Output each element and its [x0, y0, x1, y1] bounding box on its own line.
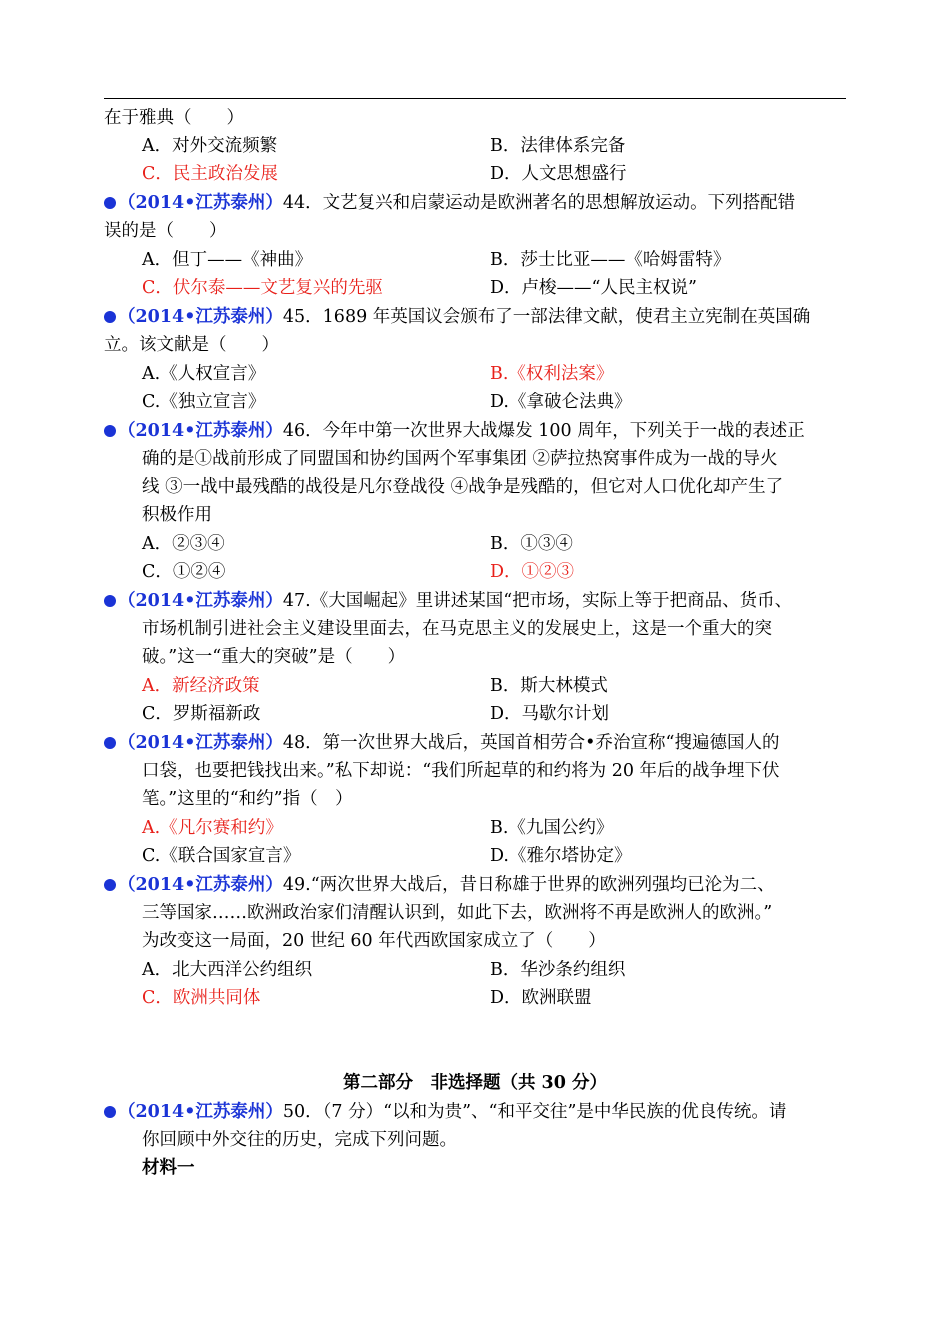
material-label: 材料一: [142, 1158, 195, 1178]
source-tag: （2014•江苏泰州）: [118, 875, 283, 895]
source-tag: （2014•江苏泰州）: [118, 1102, 283, 1122]
question-44: （2014•江苏泰州）44．文艺复兴和启蒙运动是欧洲著名的思想解放运动。下列搭配错: [104, 191, 795, 215]
q43-option-b: B．法律体系完备: [490, 136, 626, 156]
q46-option-d: D．①②③: [490, 562, 575, 582]
source-tag: （2014•江苏泰州）: [118, 193, 283, 213]
question-46-line-3: 线 ③一战中最残酷的战役是凡尔登战役 ④战争是残酷的，但它对人口优化却产生了: [142, 477, 784, 497]
question-bullet-icon: [104, 595, 116, 607]
q43-option-c: C．民主政治发展: [142, 164, 278, 184]
question-49-line-3: 为改变这一局面，20 世纪 60 年代西欧国家成立了（ ）: [142, 931, 606, 951]
question-bullet-icon: [104, 1106, 116, 1118]
question-50-line-2: 你回顾中外交往的历史，完成下列问题。: [142, 1130, 457, 1150]
q44-option-b: B．莎士比亚——《哈姆雷特》: [490, 250, 731, 270]
question-50: （2014•江苏泰州）50．（7 分）“以和为贵”、“和平交往”是中华民族的优良传统。请: [104, 1100, 786, 1124]
question-48-line-3: 笔。”这里的“和约”指（ ）: [142, 789, 353, 809]
question-46-line-4: 积极作用: [142, 505, 212, 525]
q49-option-a: A．北大西洋公约组织: [142, 960, 313, 980]
q49-option-d: D．欧洲联盟: [490, 988, 592, 1008]
source-tag: （2014•江苏泰州）: [118, 421, 283, 441]
question-49: （2014•江苏泰州）49.“两次世界大战后，昔日称雄于世界的欧洲列强均已沦为二、: [104, 873, 775, 897]
question-47-line-3: 破。”这一“重大的突破”是（ ）: [142, 647, 406, 667]
q44-option-d: D．卢梭——“人民主权说”: [490, 278, 697, 298]
section-heading: 第二部分 非选择题（共 30 分）: [342, 1073, 608, 1093]
q45-option-c: C.《独立宣言》: [142, 392, 266, 412]
q45-option-d: D.《拿破仑法典》: [490, 392, 632, 412]
q46-option-a: A．②③④: [142, 534, 225, 554]
question-46: （2014•江苏泰州）46．今年中第一次世界大战爆发 100 周年，下列关于一战的表述正: [104, 419, 805, 443]
q48-option-c: C.《联合国家宣言》: [142, 846, 301, 866]
header-rule: [104, 98, 846, 99]
question-bullet-icon: [104, 425, 116, 437]
source-tag: （2014•江苏泰州）: [118, 307, 283, 327]
question-48: （2014•江苏泰州）48．第一次世界大战后，英国首相劳合•乔治宣称“搜遍德国人的: [104, 731, 779, 755]
q48-option-b: B.《九国公约》: [490, 818, 614, 838]
question-bullet-icon: [104, 737, 116, 749]
q49-option-b: B．华沙条约组织: [490, 960, 626, 980]
question-49-line-2: 三等国家……欧洲政治家们清醒认识到，如此下去，欧洲将不再是欧洲人的欧洲。”: [142, 903, 773, 923]
q46-option-c: C．①②④: [142, 562, 226, 582]
source-tag: （2014•江苏泰州）: [118, 733, 283, 753]
q48-option-a: A.《凡尔赛和约》: [142, 818, 283, 838]
question-48-line-2: 口袋，也要把钱找出来。”私下却说：“我们所起草的和约将为 20 年后的战争埋下伏: [142, 761, 780, 781]
question-45-line-2: 立。该文献是（ ）: [104, 335, 279, 355]
q47-option-a: A．新经济政策: [142, 676, 260, 696]
question-45: （2014•江苏泰州）45．1689 年英国议会颁布了一部法律文献，使君主立宪制在英国确: [104, 305, 810, 329]
q47-option-b: B．斯大林模式: [490, 676, 608, 696]
question-bullet-icon: [104, 879, 116, 891]
q44-option-a: A．但丁——《神曲》: [142, 250, 313, 270]
question-47-line-2: 市场机制引进社会主义建设里面去，在马克思主义的发展史上，这是一个重大的突: [142, 619, 772, 639]
q47-option-d: D．马歇尔计划: [490, 704, 610, 724]
source-tag: （2014•江苏泰州）: [118, 591, 283, 611]
q43-option-d: D．人文思想盛行: [490, 164, 627, 184]
q45-option-a: A.《人权宣言》: [142, 364, 266, 384]
q43-option-a: A．对外交流频繁: [142, 136, 278, 156]
q45-option-b: B.《权利法案》: [490, 364, 614, 384]
question-43-tail: 在于雅典（ ）: [104, 108, 244, 128]
q49-option-c: C．欧洲共同体: [142, 988, 261, 1008]
q46-option-b: B．①③④: [490, 534, 573, 554]
question-46-line-2: 确的是①战前形成了同盟国和协约国两个军事集团 ②萨拉热窝事件成为一战的导火: [142, 449, 778, 469]
question-44-line-2: 误的是（ ）: [104, 221, 227, 241]
q44-option-c: C．伏尔泰——文艺复兴的先驱: [142, 278, 383, 298]
question-47: （2014•江苏泰州）47.《大国崛起》里讲述某国“把市场，实际上等于把商品、货币、: [104, 589, 792, 613]
q48-option-d: D.《雅尔塔协定》: [490, 846, 632, 866]
q47-option-c: C．罗斯福新政: [142, 704, 261, 724]
question-bullet-icon: [104, 197, 116, 209]
question-bullet-icon: [104, 311, 116, 323]
